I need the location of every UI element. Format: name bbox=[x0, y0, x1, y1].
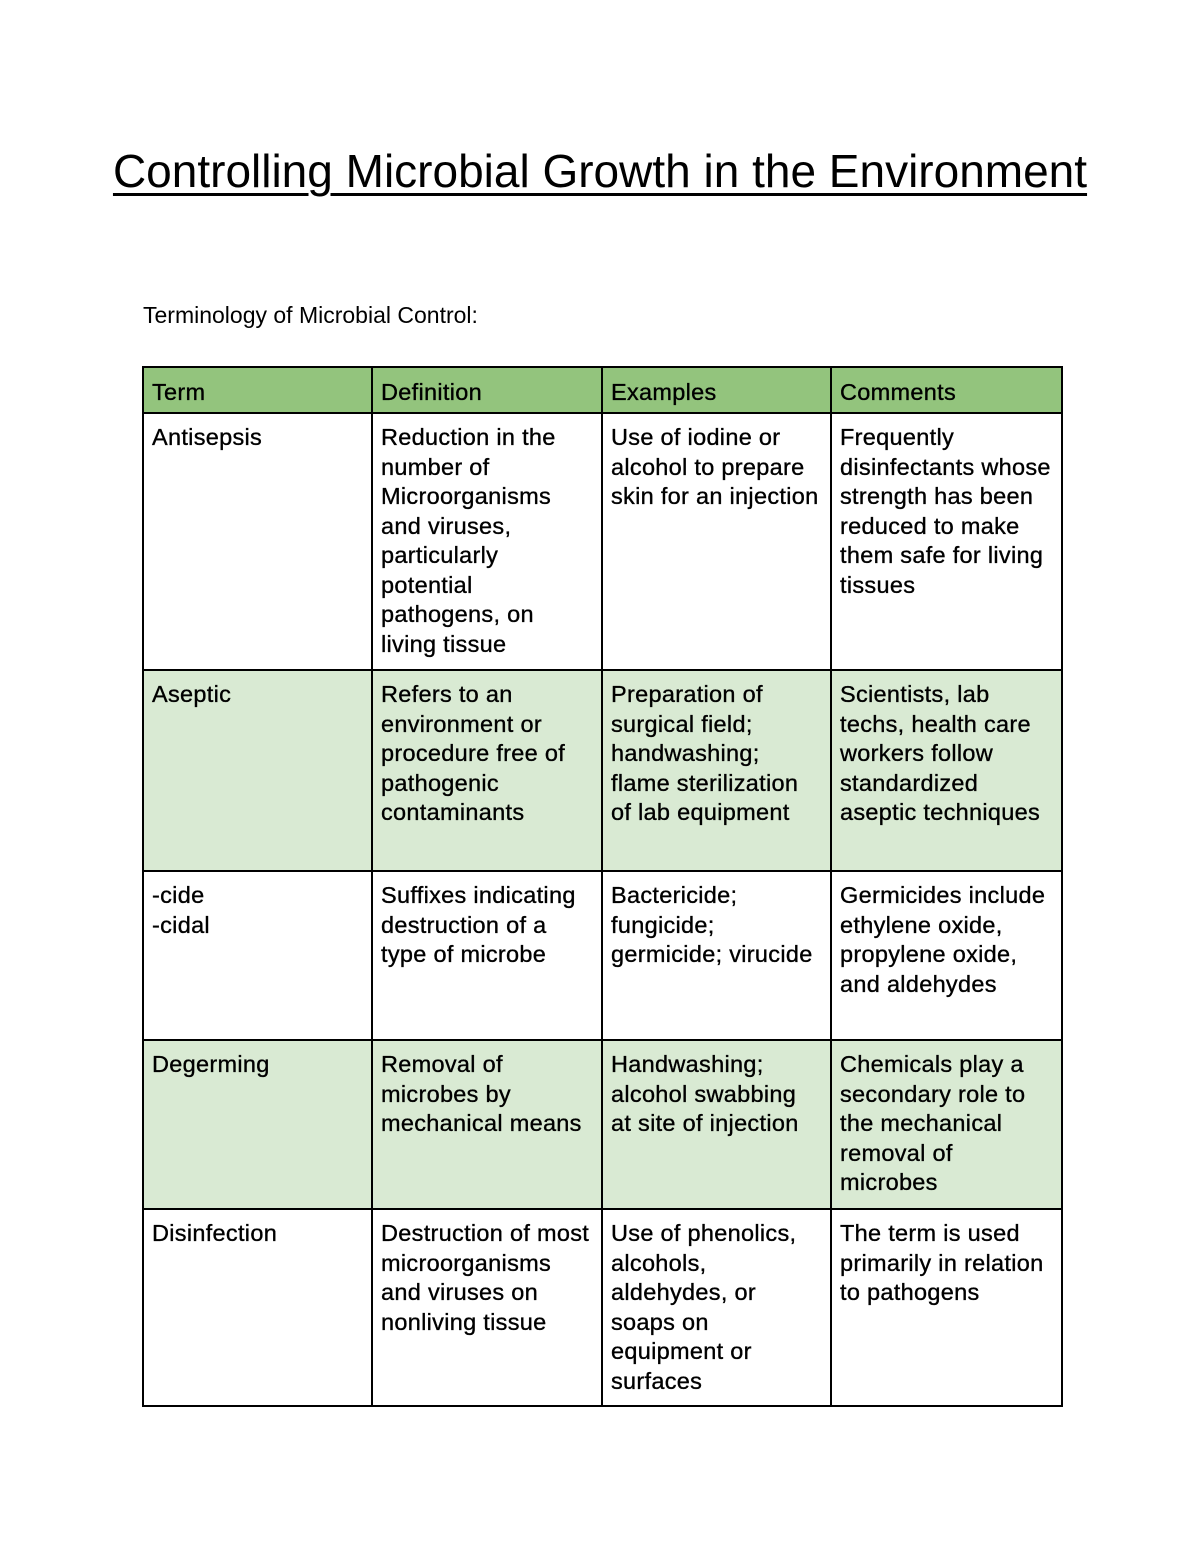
definition-cell: Refers to an environment or procedure free of pathogenic contaminants bbox=[372, 670, 602, 871]
terminology-table bbox=[142, 366, 1063, 1407]
table-header-row bbox=[143, 367, 1062, 413]
comments-cell: Frequently disinfectants whose strength has been reduced to make them safe for living tissues bbox=[831, 413, 1062, 670]
comments-cell: Germicides include ethylene oxide, propylene oxide, and aldehydes bbox=[831, 871, 1062, 1040]
definition-cell: Destruction of most microorganisms and viruses on nonliving tissue bbox=[372, 1209, 602, 1406]
examples-cell: Preparation of surgical field; handwashing; flame sterilization of lab equipment bbox=[602, 670, 831, 871]
term-cell: Antisepsis bbox=[143, 413, 372, 670]
term-cell: Disinfection bbox=[143, 1209, 372, 1406]
term-cell: -cide -cidal bbox=[143, 871, 372, 1040]
definition-cell: Removal of microbes by mechanical means bbox=[372, 1040, 602, 1209]
term-cell: Aseptic bbox=[143, 670, 372, 871]
examples-cell: Bactericide; fungicide; germicide; virucide bbox=[602, 871, 831, 1040]
definition-cell: Suffixes indicating destruction of a type of microbe bbox=[372, 871, 602, 1040]
page-title-text: Controlling Microbial Growth in the Environment bbox=[112, 145, 1088, 197]
section-heading: Terminology of Microbial Control: bbox=[143, 302, 478, 328]
table-row bbox=[143, 413, 1062, 670]
table-row bbox=[143, 1209, 1062, 1406]
table-row bbox=[143, 670, 1062, 871]
definition-cell: Reduction in the number of Microorganisms and viruses, particularly potential pathogens, on living tissue bbox=[372, 413, 602, 670]
examples-cell: Handwashing; alcohol swabbing at site of injection bbox=[602, 1040, 831, 1209]
column-header-definition: Definition bbox=[372, 367, 602, 413]
table-row bbox=[143, 871, 1062, 1040]
column-header-comments: Comments bbox=[831, 367, 1062, 413]
column-header-term: Term bbox=[143, 367, 372, 413]
column-header-examples: Examples bbox=[602, 367, 831, 413]
term-cell: Degerming bbox=[143, 1040, 372, 1209]
comments-cell: The term is used primarily in relation to pathogens bbox=[831, 1209, 1062, 1406]
comments-cell: Scientists, lab techs, health care workers follow standardized aseptic techniques bbox=[831, 670, 1062, 871]
page-title bbox=[0, 140, 1200, 202]
examples-cell: Use of iodine or alcohol to prepare skin for an injection bbox=[602, 413, 831, 670]
comments-cell: Chemicals play a secondary role to the mechanical removal of microbes bbox=[831, 1040, 1062, 1209]
examples-cell: Use of phenolics, alcohols, aldehydes, or soaps on equipment or surfaces bbox=[602, 1209, 831, 1406]
table-row bbox=[143, 1040, 1062, 1209]
